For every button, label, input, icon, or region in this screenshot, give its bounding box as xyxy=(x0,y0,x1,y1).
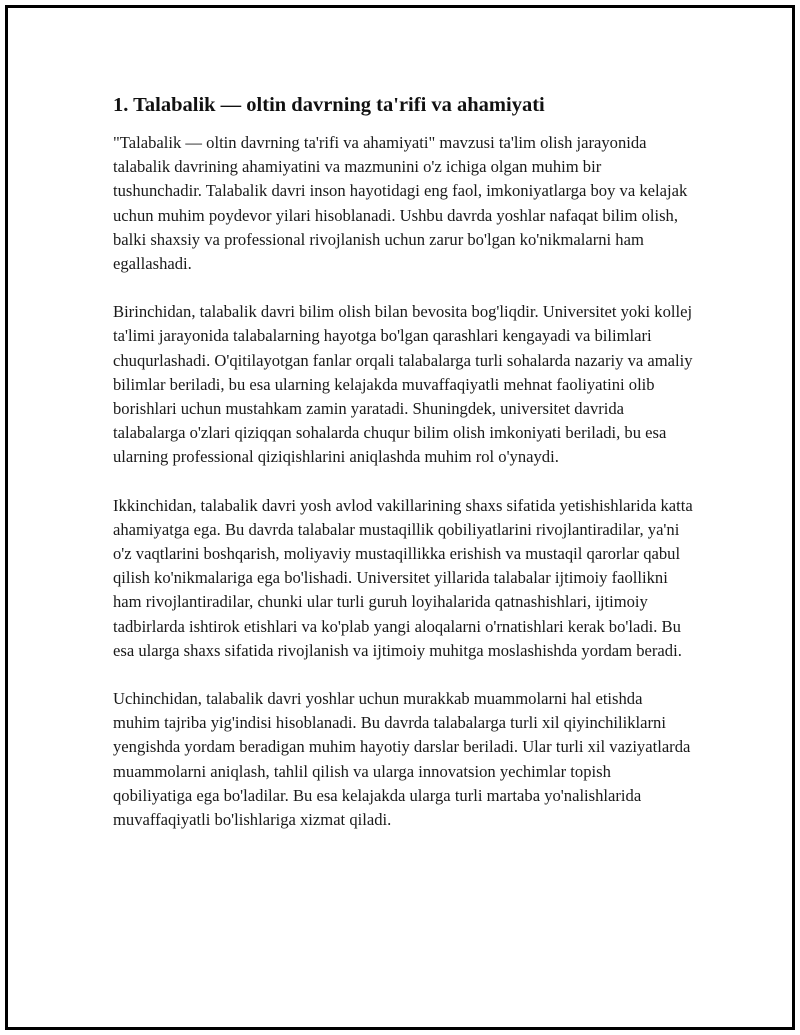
paragraph-first: Birinchidan, talabalik davri bilim olish bilan bevosita bog'liqdir. Universitet yoki kollej ta'limi jarayonida talabalarning hayotga bo'lgan qarashlari kengayadi va bilimlari chuqurlashadi. O'qitilayotgan fanlar orqali talabalarga turli sohalarda nazariy va amaliy bilimlar beriladi, bu esa ularning kelajakda muvaffaqiyatli mehnat faoliyatini olib borishlari uchun mustahkam zamin yaratadi. Shuningdek, universitet davrida talabalarga o'zlari qiziqqan sohalarda chuqur bilim olish imkoniyati beriladi, bu esa ularning professional qiziqishlarini aniqlashda muhim rol o'ynaydi. xyxy=(113,302,693,467)
section-heading: 1. Talabalik — oltin davrning ta'rifi va ahamiyati xyxy=(113,94,545,116)
paragraph-intro: "Talabalik — oltin davrning ta'rifi va ahamiyati" mavzusi ta'lim olish jarayonida talabalik davrining ahamiyatini va mazmunini o'z ichiga olgan muhim bir tushunchadir. Talabalik davri inson hayotidagi eng faol, imkoniyatlarga boy va kelajak uchun muhim poydevor yilari hisoblanadi. Ushbu davrda yoshlar nafaqat bilim olish, balki shaxsiy va professional rivojlanish uchun zarur bo'lgan ko'nikmalarni ham egallashadi. xyxy=(113,133,688,274)
paragraph-third: Uchinchidan, talabalik davri yoshlar uchun murakkab muammolarni hal etishda muhim tajriba yig'indisi hisoblanadi. Bu davrda talabalarga turli xil qiyinchiliklarni yengishda yordam beradigan muhim hayotiy darslar beriladi. Ular turli xil vaziyatlarda muammolarni aniqlash, tahlil qilish va ularga innovatsion yechimlar topish qobiliyatiga ega bo'ladilar. Bu esa kelajakda ularga turli martaba yo'nalishlarida muvaffaqiyatli bo'lishlariga xizmat qiladi. xyxy=(113,689,691,830)
document-body xyxy=(113,92,693,856)
paragraph-second: Ikkinchidan, talabalik davri yosh avlod vakillarining shaxs sifatida yetishishlarida katta ahamiyatga ega. Bu davrda talabalar mustaqillik qobiliyatlarini rivojlantiradilar, ya'ni o'z vaqtlarini boshqarish, moliyaviy mustaqillikka erishish va mustaqil qarorlar qabul qilish ko'nikmalariga ega bo'lishadi. Universitet yillarida talabalar ijtimoiy faollikni ham rivojlantiradilar, chunki ular turli guruh loyihalarida qatnashishlari, ijtimoiy tadbirlarda ishtirok etishlari va ko'plab yangi aloqalarni o'rnatishlari kerak bo'ladi. Bu esa ularga shaxs sifatida rivojlanish va ijtimoiy muhitga moslashishda yordam beradi. xyxy=(113,495,693,660)
